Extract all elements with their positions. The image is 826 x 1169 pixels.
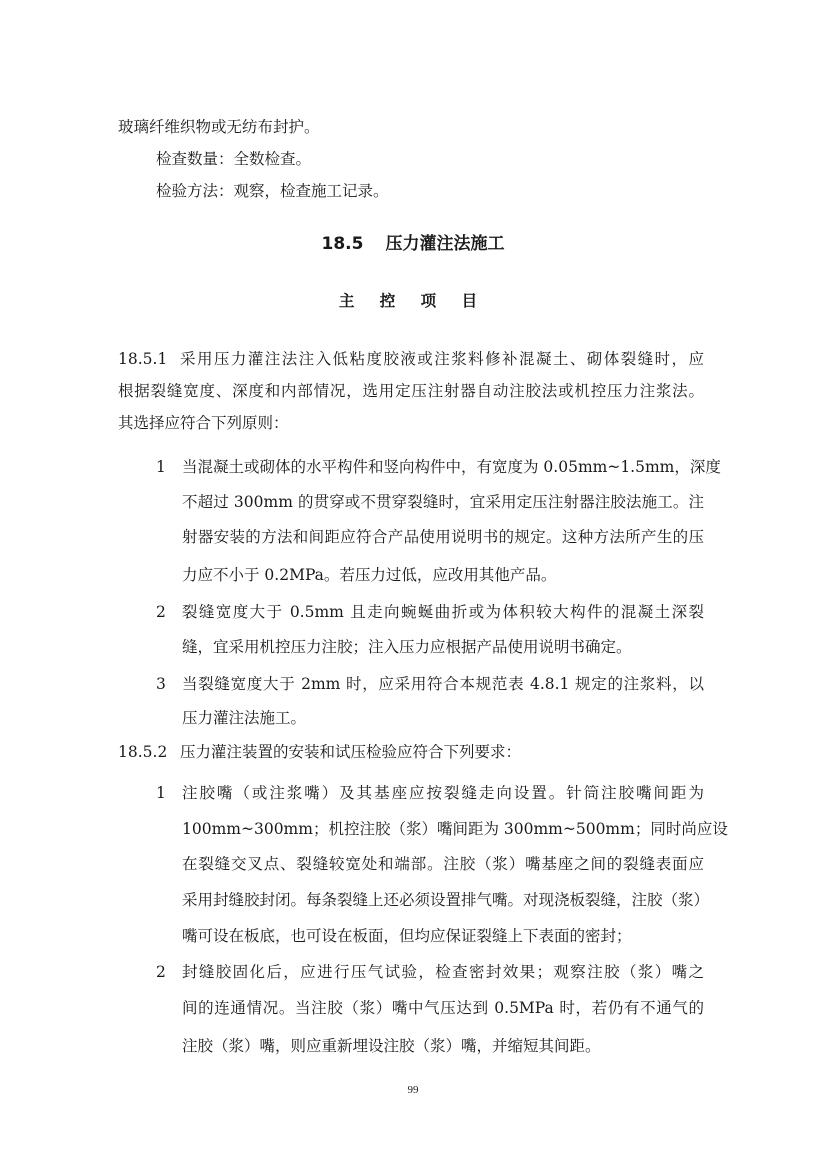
clause-number: 18.5.1 bbox=[118, 350, 168, 368]
subsection-heading: 主 控 项 目 bbox=[338, 292, 488, 310]
item-text-line: 注胶嘴（或注浆嘴）及其基座应按裂缝走向设置。针筒注胶嘴间距为 bbox=[182, 784, 704, 802]
clause-18-5-2-line-1 bbox=[118, 742, 521, 762]
item-text-line: 当混凝土或砌体的水平构件和竖向构件中，有宽度为 0.05mm~1.5mm，深度 bbox=[182, 458, 721, 476]
item-text-line: 当裂缝宽度大于 2mm 时，应采用符合本规范表 4.8.1 规定的注浆料，以 bbox=[182, 675, 704, 693]
item-number: 1 bbox=[156, 784, 166, 802]
clause-text: 采用压力灌注法注入低粘度胶液或注浆料修补混凝土、砌体裂缝时，应 bbox=[180, 350, 704, 368]
item-number: 1 bbox=[156, 458, 166, 476]
clause-text: 压力灌注装置的安装和试压检验应符合下列要求： bbox=[180, 743, 522, 761]
item-number: 2 bbox=[156, 603, 166, 621]
item-text-line: 在裂缝交叉点、裂缝较宽处和端部。注胶（浆）嘴基座之间的裂缝表面应 bbox=[182, 855, 704, 873]
clause-18-5-1-line-3: 其选择应符合下列原则： bbox=[118, 414, 289, 432]
item-number: 3 bbox=[156, 675, 166, 693]
clause-18-5-1-line-2: 根据裂缝宽度、深度和内部情况，选用定压注射器自动注胶法或机控压力注浆法。 bbox=[118, 382, 704, 400]
item-text-line: 注胶（浆）嘴，则应重新埋设注胶（浆）嘴，并缩短其间距。 bbox=[182, 1037, 601, 1055]
item-text-line: 不超过 300mm 的贯穿或不贯穿裂缝时，宜采用定压注射器注胶法施工。注 bbox=[182, 493, 704, 511]
intro-line-2: 检查数量：全数检查。 bbox=[156, 150, 312, 168]
item-text-line: 采用封缝胶封闭。每条裂缝上还必须设置排气嘴。对现浇板裂缝，注胶（浆） bbox=[182, 891, 710, 909]
clause-number: 18.5.2 bbox=[118, 743, 168, 761]
item-text-line: 100mm~300mm；机控注胶（浆）嘴间距为 300mm~500mm；同时尚应设 bbox=[182, 820, 728, 838]
item-text-line: 裂缝宽度大于 0.5mm 且走向蜿蜒曲折或为体积较大构件的混凝土深裂 bbox=[182, 603, 704, 621]
intro-line-1: 玻璃纤维织物或无纺布封护。 bbox=[118, 118, 320, 136]
section-number: 18.5 bbox=[321, 234, 364, 254]
item-text-line: 力应不小于 0.2MPa。若压力过低，应改用其他产品。 bbox=[182, 566, 557, 584]
section-title: 压力灌注法施工 bbox=[385, 234, 505, 254]
intro-line-3: 检验方法：观察，检查施工记录。 bbox=[156, 182, 389, 200]
item-text-line: 嘴可设在板底，也可设在板面，但均应保证裂缝上下表面的密封； bbox=[182, 927, 632, 945]
section-heading bbox=[0, 232, 826, 256]
item-number: 2 bbox=[156, 963, 166, 981]
item-text-line: 压力灌注法施工。 bbox=[182, 709, 307, 727]
item-text-line: 间的连通情况。当注胶（浆）嘴中气压达到 0.5MPa 时，若仍有不通气的 bbox=[182, 999, 704, 1017]
clause-18-5-1-line-1 bbox=[118, 349, 704, 369]
page-number: 99 bbox=[407, 1084, 419, 1096]
item-text-line: 缝，宜采用机控压力注胶；注入压力应根据产品使用说明书确定。 bbox=[182, 638, 632, 656]
item-text-line: 射器安装的方法和间距应符合产品使用说明书的规定。这种方法所产生的压 bbox=[182, 528, 704, 546]
item-text-line: 封缝胶固化后，应进行压气试验，检查密封效果；观察注胶（浆）嘴之 bbox=[182, 963, 704, 981]
